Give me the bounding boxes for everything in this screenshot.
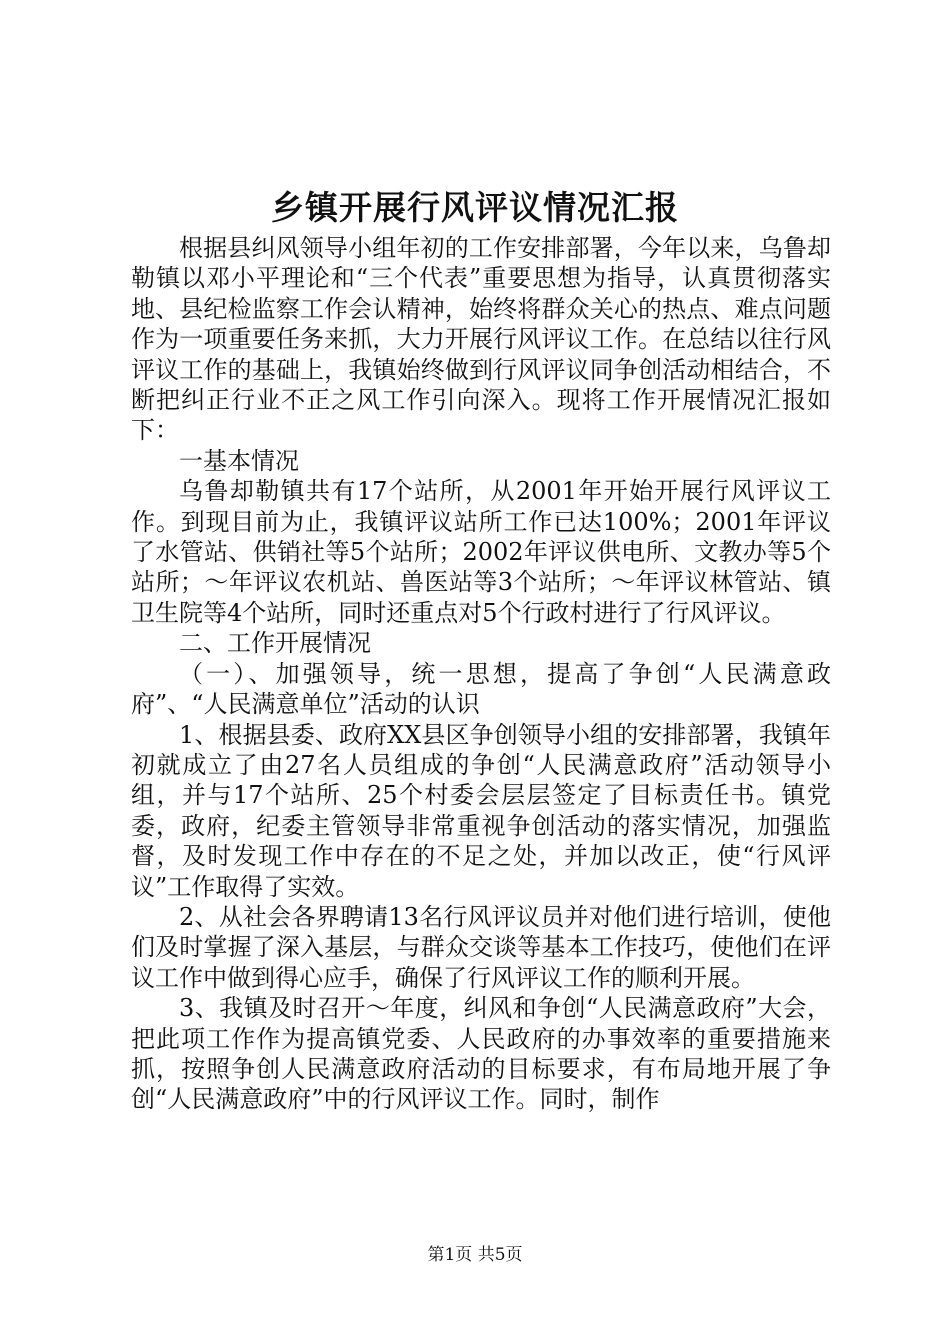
page-footer: 第1页 共5页	[427, 1245, 523, 1265]
document-body	[131, 233, 831, 1115]
section-heading-work: 二、工作开展情况	[179, 629, 371, 658]
paragraph-item-3: 3、我镇及时召开～年度，纠风和争创“人民满意政府”大会，把此项工作作为提高镇党委、人民政府的办事效率的重要措施来抓，按照争创人民满意政府活动的目标要求，有布局地开展了争创“人民满意政府”中的行风评议工作。同时，制作	[131, 994, 831, 1114]
section-heading-basic: 一基本情况	[179, 446, 299, 475]
document-title: 乡镇开展行风评议情况汇报	[271, 188, 679, 227]
paragraph-basic-info: 乌鲁却勒镇共有17个站所，从2001年开始开展行风评议工作。到现目前为止，我镇评议站所工作已达100%；2001年评议了水管站、供销社等5个站所；2002年评议供电所、文教办等5个站所；～年评议农机站、兽医站等3个站所；～年评议林管站、镇卫生院等4个站所，同时还重点对5个行政村进行了行风评议。	[131, 477, 831, 627]
paragraph-item-2: 2、从社会各界聘请13名行风评议员并对他们进行培训，使他们及时掌握了深入基层，与群众交谈等基本工作技巧，使他们在评议工作中做到得心应手，确保了行风评议工作的顺利开展。	[131, 902, 831, 992]
subsection-heading-leadership: （一）、加强领导，统一思想，提高了争创“人民满意政府”、“人民满意单位”活动的认识	[131, 659, 831, 719]
paragraph-item-1: 1、根据县委、政府XX县区争创领导小组的安排部署，我镇年初就成立了由27名人员组成的争创“人民满意政府”活动领导小组，并与17个站所、25个村委会层层签定了目标责任书。镇党委，政府，纪委主管领导非常重视争创活动的落实情况，加强监督，及时发现工作中存在的不足之处，并加以改正，使“行风评议”工作取得了实效。	[131, 720, 831, 901]
paragraph-intro: 根据县纠风领导小组年初的工作安排部署，今年以来，乌鲁却勒镇以邓小平理论和“三个代表”重要思想为指导，认真贯彻落实地、县纪检监察工作会认精神，始终将群众关心的热点、难点问题作为一项重要任务来抓，大力开展行风评议工作。在总结以往行风评议工作的基础上，我镇始终做到行风评议同争创活动相结合，不断把纠正行业不正之风工作引向深入。现将工作开展情况汇报如下：	[131, 234, 831, 445]
